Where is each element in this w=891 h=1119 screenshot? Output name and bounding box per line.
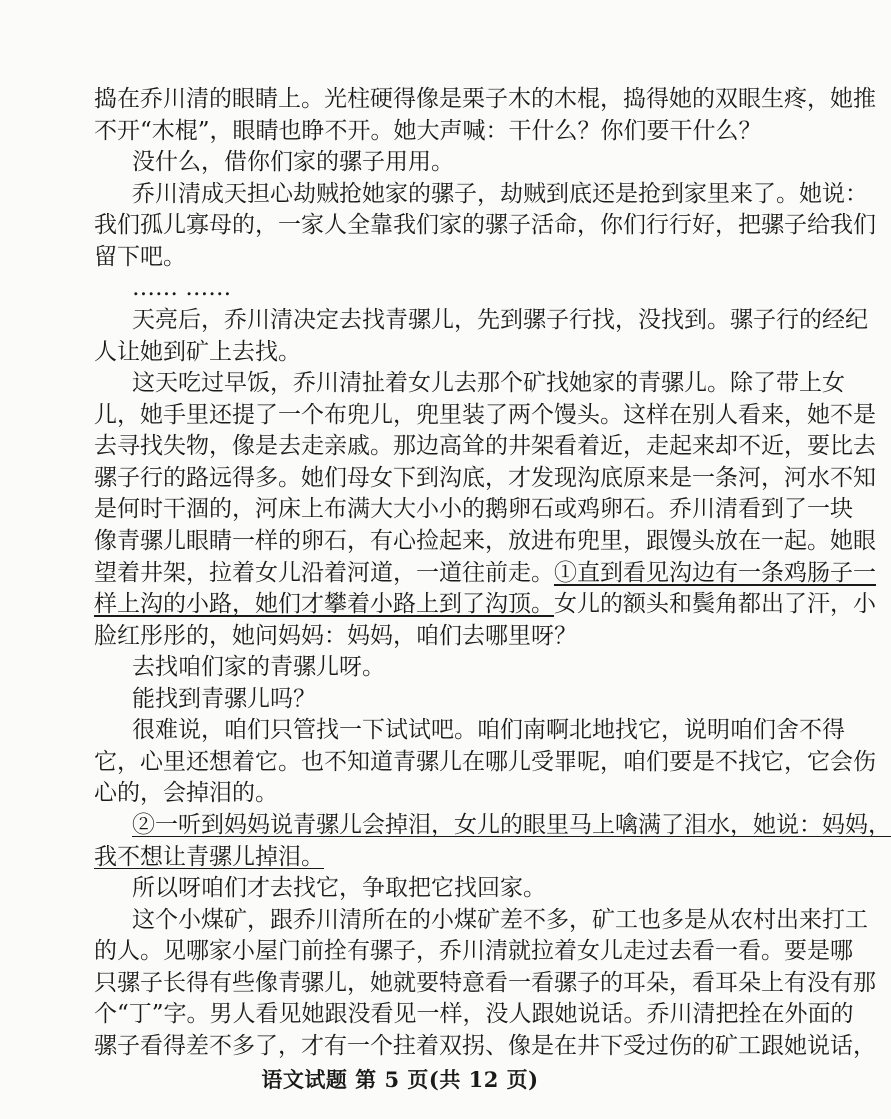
underlined-sentence-1-cont: 样上沟的小路，她们才攀着小路上到了沟顶。 bbox=[94, 591, 554, 617]
text-line bbox=[94, 588, 876, 621]
text-line: 只骡子长得有些像青骡儿，她就要特意看一看骡子的耳朵，看耳朵上有没有那 bbox=[94, 970, 876, 996]
text-line: 天亮后，乔川清决定去找青骡儿，先到骡子行找，没找到。骡子行的经纪 bbox=[132, 307, 868, 333]
page-footer: 语文试题 第 5 页(共 12 页) bbox=[261, 1067, 539, 1092]
text-line: 个“丁”字。男人看见她跟没看见一样，没人跟她说话。乔川清把拴在外面的 bbox=[94, 1001, 854, 1027]
text-line: 留下吧。 bbox=[94, 244, 186, 270]
text-fragment: 望着井架，拉着女儿沿着河道，一道往前走。 bbox=[94, 560, 554, 586]
text-line: 我们孤儿寡母的，一家人全靠我们家的骡子活命，你们行行好，把骡子给我们 bbox=[94, 212, 876, 238]
text-line: 这天吃过早饭，乔川清扯着女儿去那个矿找她家的青骡儿。除了带上女 bbox=[132, 370, 845, 396]
text-line: 是何时干涸的，河床上布满大大小小的鹅卵石或鸡卵石。乔川清看到了一块 bbox=[94, 496, 853, 522]
ellipsis-divider: …… …… bbox=[132, 275, 232, 301]
text-line: 能找到青骡儿吗？ bbox=[132, 686, 316, 712]
text-line: 捣在乔川清的眼睛上。光柱硬得像是栗子木的木棍，捣得她的双眼生疼，她推 bbox=[94, 86, 876, 112]
text-line: 去寻找失物，像是去走亲戚。那边高耸的井架看着近，走起来却不近，要比去 bbox=[94, 433, 876, 459]
text-line: 没什么，借你们家的骡子用用。 bbox=[132, 149, 454, 175]
underlined-sentence-2: ②一听到妈妈说青骡儿会掉泪，女儿的眼里马上噙满了泪水，她说：妈妈， bbox=[132, 812, 891, 838]
underlined-sentence-1: ①直到看见沟边有一条鸡肠子一 bbox=[554, 560, 876, 586]
text-line: 人让她到矿上去找。 bbox=[94, 339, 301, 365]
text-line: 去找咱们家的青骡儿呀。 bbox=[132, 654, 385, 680]
text-line: 像青骡儿眼睛一样的卵石，有心捡起来，放进布兜里，跟馒头放在一起。她眼 bbox=[94, 528, 876, 554]
text-line: 脸红彤彤的，她问妈妈：妈妈，咱们去哪里呀？ bbox=[94, 623, 577, 649]
text-fragment: 女儿的额头和鬓角都出了汗，小 bbox=[554, 591, 876, 617]
text-line: 不开“木棍”，眼睛也睁不开。她大声喊：干什么？你们要干什么？ bbox=[94, 118, 762, 144]
text-line: 这个小煤矿，跟乔川清所在的小煤矿差不多，矿工也多是从农村出来打工 bbox=[132, 907, 868, 933]
underlined-sentence-2-cont: 我不想让青骡儿掉泪。 bbox=[94, 844, 324, 870]
text-line: 骡子行的路远得多。她们母女下到沟底，才发现沟底原来是一条河，河水不知 bbox=[94, 465, 876, 491]
text-line: 很难说，咱们只管找一下试试吧。咱们南啊北地找它，说明咱们舍不得 bbox=[132, 717, 845, 743]
text-line bbox=[94, 557, 876, 590]
text-line: 的人。见哪家小屋门前拴有骡子，乔川清就拉着女儿走过去看一看。要是哪 bbox=[94, 938, 853, 964]
text-line: 儿，她手里还提了一个布兜儿，兜里装了两个馒头。这样在别人看来，她不是 bbox=[94, 402, 876, 428]
text-line: 乔川清成天担心劫贼抢她家的骡子，劫贼到底还是抢到家里来了。她说： bbox=[132, 181, 868, 207]
text-line: 所以呀咱们才去找它，争取把它找回家。 bbox=[132, 875, 546, 901]
text-line: 它，心里还想着它。也不知道青骡儿在哪儿受罪呢，咱们要是不找它，它会伤 bbox=[94, 749, 876, 775]
text-line: 骡子看得差不多了，才有一个拄着双拐、像是在井下受过伤的矿工跟她说话， bbox=[94, 1033, 876, 1059]
text-line: 心的，会掉泪的。 bbox=[94, 780, 278, 806]
